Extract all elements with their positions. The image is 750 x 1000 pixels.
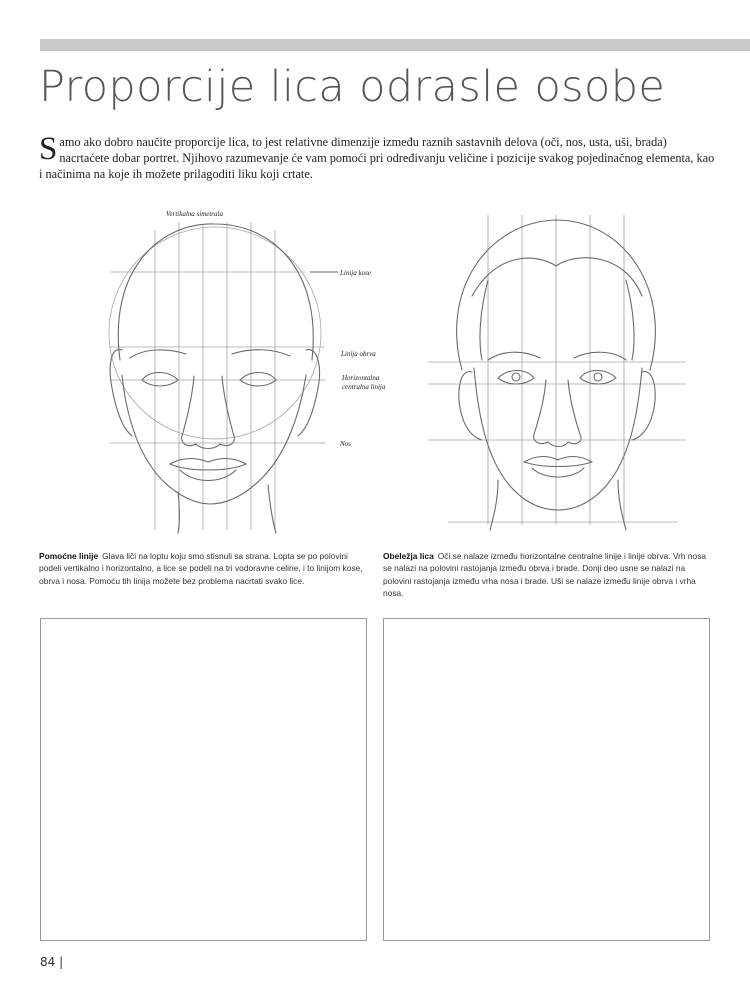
nose — [182, 376, 235, 449]
left-brow — [488, 352, 540, 360]
header-bar — [40, 39, 750, 51]
page-number: 84 | — [40, 955, 64, 969]
left-eye — [142, 373, 178, 387]
drop-cap: S — [39, 131, 58, 167]
drawing-box-left[interactable] — [40, 618, 367, 941]
label-hairline: Linija kose — [340, 269, 371, 277]
right-brow — [574, 352, 626, 360]
guide-face-sketch — [100, 200, 400, 535]
proportion-guide-figure — [100, 200, 400, 535]
upper-lip — [170, 459, 246, 465]
neck-right — [618, 480, 626, 530]
nose — [534, 380, 581, 447]
left-brow — [130, 350, 186, 358]
intro-paragraph — [39, 131, 715, 182]
label-center-line-2: centralna linija — [342, 383, 386, 391]
label-nose: Nos — [340, 440, 351, 448]
mouth-line — [170, 464, 246, 470]
right-iris — [594, 373, 602, 381]
lower-lip — [532, 468, 584, 477]
caption-text: Glava liči na loptu koju smo stisnuli sa strana. Lopta se po polovini podeli vertikalno i horizontalno, a lice se podeli na tri vodoravne celine, i to linijom kose, obrva i nosa. Pomoću tih linija možete bez problema nacrtati svako lice. — [39, 551, 363, 586]
jaw-outline — [122, 375, 306, 504]
neck-left — [490, 480, 498, 530]
caption-lead: Pomoćne linije — [39, 551, 99, 561]
left-temple — [480, 280, 488, 360]
caption-lead: Obeležja lica — [383, 551, 434, 561]
jaw-outline — [474, 368, 642, 510]
right-ear — [632, 372, 655, 440]
caption-text: Oči se nalaze između horizontalne centralne linije i linije obrva. Vrh nosa se nalazi na polovini rastojanja između obrva i brade. Donji deo usne se nalazi na polovini rastojanja između vrha nosa i brade. Uši se nalaze između linije obrva i vrha nosa. — [383, 551, 707, 598]
left-iris — [512, 373, 520, 381]
hairline — [472, 258, 642, 296]
label-vertical-symmetry: Vertikalna simetrala — [166, 210, 223, 218]
mouth-line — [524, 462, 592, 467]
label-center-line-1: Horizontalna — [342, 374, 380, 382]
page-title: Proporcije lica odrasle osobe — [39, 62, 666, 112]
caption-facial-features — [383, 550, 713, 599]
head-outline — [118, 224, 313, 360]
caption-guide-lines — [39, 550, 367, 587]
drawing-box-right[interactable] — [383, 618, 710, 941]
facial-features-figure — [428, 200, 690, 535]
finished-face-sketch — [428, 200, 690, 535]
right-eye — [240, 373, 276, 387]
upper-lip — [524, 457, 592, 463]
lower-lip — [180, 470, 236, 481]
right-brow — [232, 350, 290, 356]
label-brow-line: Linija obrva — [341, 350, 376, 358]
right-ear — [298, 350, 320, 436]
intro-text: amo ako dobro naučite proporcije lica, to jest relativne dimenzije između raznih sastavnih delova (oči, nos, usta, uši, brada) nacrtaćete dobar portret. Njihovo razumevanje će vam pomoći pri određivanju veličine i pozicije svakog pojedinačnog elementa, kao i načinima na koje ih možete prilagoditi liku koji crtate. — [39, 135, 715, 181]
right-temple — [626, 280, 634, 360]
